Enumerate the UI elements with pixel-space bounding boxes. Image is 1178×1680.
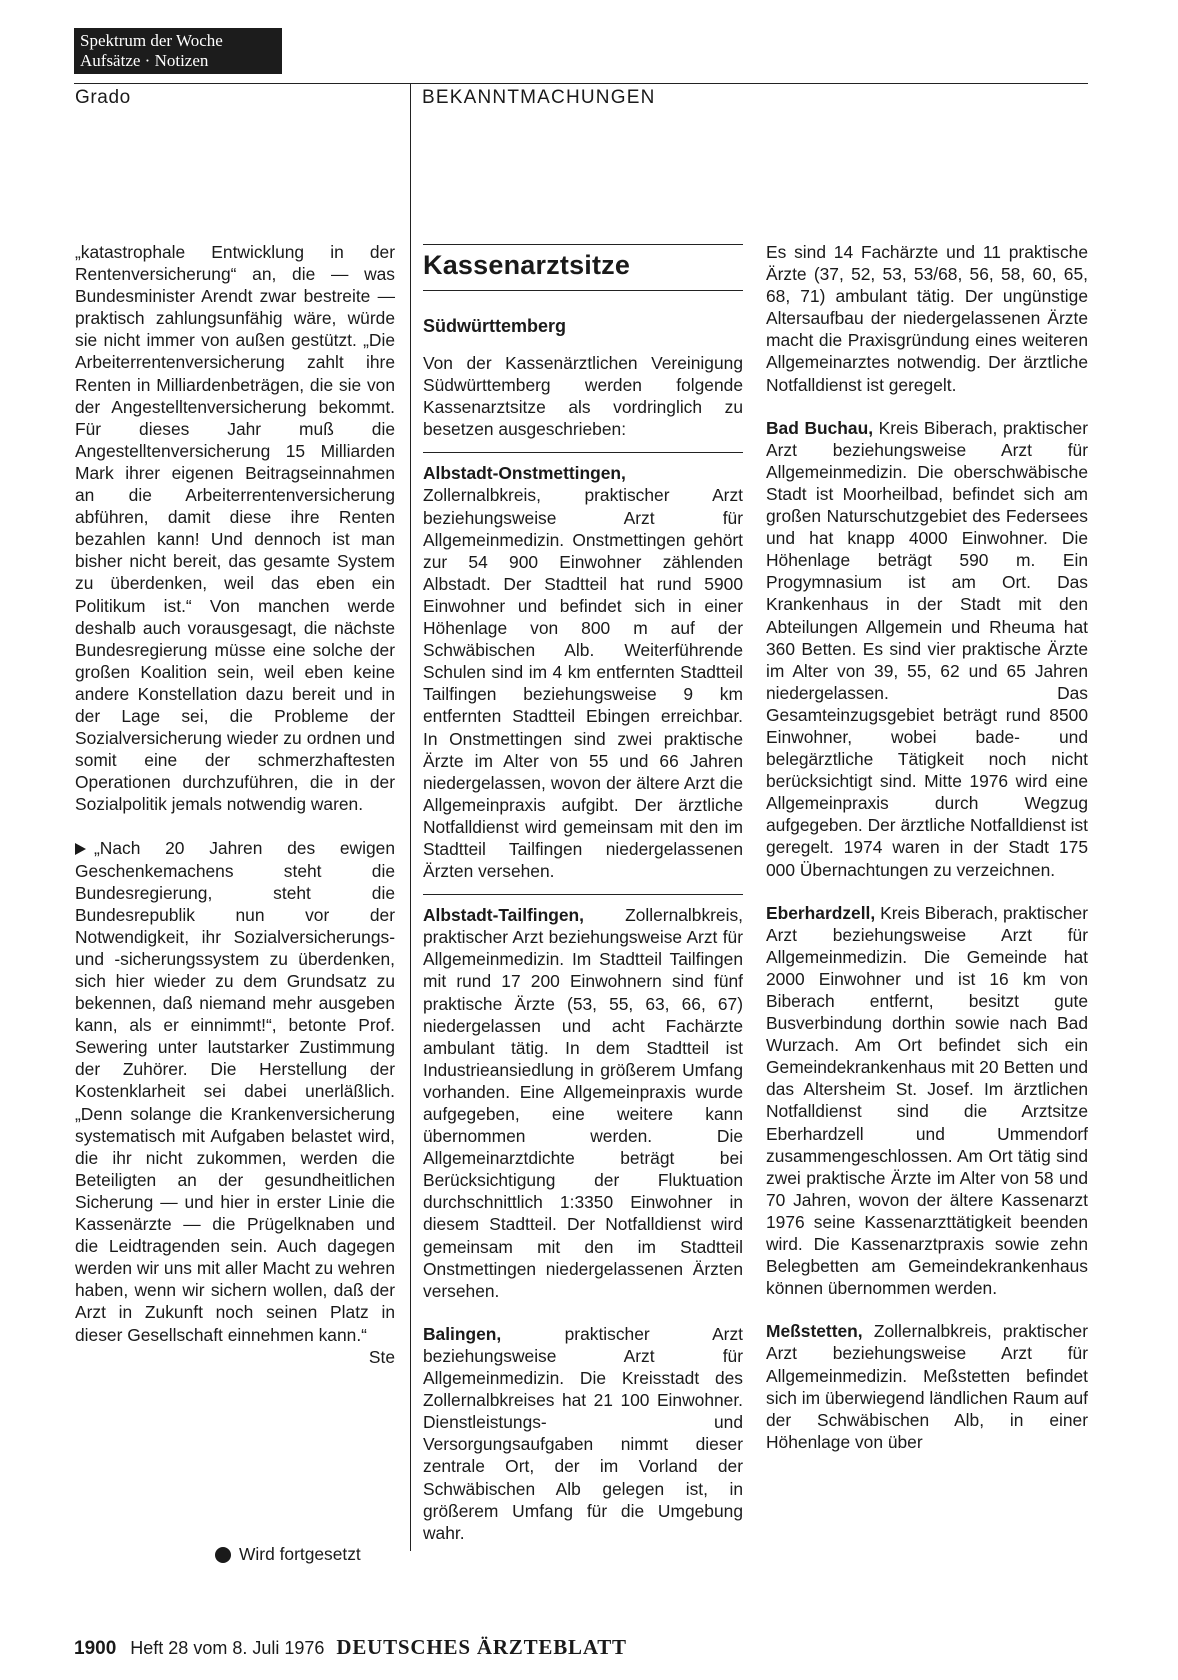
badge-line-1: Spektrum der Woche	[80, 31, 223, 50]
entry-divider	[423, 452, 743, 453]
section-label-left: Grado	[75, 87, 131, 108]
entry-text: Zollernalbkreis, praktischer Arzt beziehungsweise Arzt für Allgemeinmedizin. Onstmettingen gehört zur 54 900 Einwohner zählenden Albstadt. Der Stadtteil hat rund 5900 Einwohner und befindet sich in einer Höhenlage von 800 m auf der Schwäbischen Alb. Weiterführende Schulen sind im 4 km entfernten Stadtteil Tailfingen beziehungsweise 9 km entfernten Stadtteil Ebingen erreichbar. In Onstmettingen sind zwei praktische Ärzte im Alter von 55 und 66 Jahren niedergelassen, wovon der ältere Arzt die Allgemeinpraxis aufgibt. Der ärztliche Notfalldienst wird gemeinsam mit den im Stadtteil Tailfingen niedergelassenen Ärzten versehen.	[423, 485, 743, 882]
entry-place: Bad Buchau,	[766, 417, 874, 438]
announcement-intro: Von der Kassenärztlichen Vereinigung Südwürttemberg werden folgende Kassenarztsitze als vordringlich zu besetzen ausgeschrieben:	[423, 353, 743, 440]
article-paragraph-2-text: „Nach 20 Jahren des ewigen Geschenkemachens steht die Bundesregierung, steht die Bundesrepublik nun vor der Notwendigkeit, ihr Sozialversicherungs- und -sicherungssystem zu überdenken, sich hier wieder zu dem Grundsatz zu bekennen, daß niemand mehr ausgeben kann, als er einnimmt!“, betonte Prof. Sewering unter lautstarker Zustimmung der Zuhörer. Die Herstellung der Kostenklarheit sei dabei unerläßlich. „Denn solange die Krankenversicherung systematisch mit Aufgaben belastet wird, die ihr nicht zukommen, werden die Beteiligten an der gesundheitlichen Sicherung — und hier in erster Linie die Kassenärzte — die Prügelknaben und die Leidtragenden sein. Auch dagegen werden wir uns mit aller Macht zu wehren haben, wenn wir sichern wollen, daß der Arzt in Zukunft noch seinen Platz in dieser Gesellschaft einnehmen kann.“	[75, 838, 395, 1345]
author-signoff	[75, 1346, 395, 1368]
entry-bad-buchau	[766, 417, 1088, 881]
article-paragraph-1: „katastrophale Entwicklung in der Rentenversicherung“ an, die — was Bundesminister Arendt zwar bestreite — praktisch zahlungsunfähig wäre, würde sie nicht immer von außen gestützt. „Die Arbeiterrentenversicherung zahlt ihre Renten in Milliardenbeträgen, die sie von der Angestelltenversicherung bekommt. Für dieses Jahr muß die Angestelltenversicherung 15 Milliarden Mark ihrer eigenen Beitragseinnahmen an die Arbeiterrentenversicherung abführen, damit diese ihre Renten bezahlen kann! Und dennoch ist man bisher nicht bereit, das gesamte System zu überdenken, weil das eben ein Politikum ist.“ Von manchen werde deshalb auch vorausgesagt, die nächste Bundesregierung müsse eine solche der großen Koalition sein, weil eben keine andere Konstellation dazu bereit und in der Lage sei, die Probleme der Sozialversicherung wieder zu ordnen und somit eine der schmerzhaftesten Operationen durchzuführen, die in der Sozialpolitik jemals notwendig waren.	[75, 242, 395, 815]
entry-text: praktischer Arzt beziehungsweise Arzt für Allgemeinmedizin. Die Kreisstadt des Zollernalbkreises hat 21 100 Einwohner. Dienstleistungs- und Versorgungsaufgaben nimmt dieser zentrale Ort, der im Vorland der Schwäbischen Alb gelegen ist, in größerem Umfang für die Umgebung wahr.	[423, 1323, 743, 1543]
page-footer	[74, 1635, 627, 1660]
header-rule	[74, 83, 1088, 84]
section-label-right: BEKANNTMACHUNGEN	[422, 87, 656, 108]
entry-eberhardzell	[766, 902, 1088, 1300]
filled-circle-icon	[215, 1547, 231, 1563]
section-badge	[74, 28, 282, 74]
entry-place: Balingen,	[423, 1323, 502, 1344]
balingen-continuation: Es sind 14 Fachärzte und 11 praktische Ärzte (37, 52, 53, 53/68, 56, 58, 60, 65, 68, 71) ambulant tätig. Der ungünstige Altersaufbau der niedergelassenen Ärzte macht die Praxisgründung eines weiteren Allgemeinarztes notwendig. Der ärztliche Notfalldienst ist geregelt.	[766, 242, 1088, 395]
entry-place: Eberhardzell,	[766, 902, 876, 923]
announcement-column-middle	[423, 352, 743, 1565]
entry-place: Albstadt-Tailfingen,	[423, 905, 585, 926]
entry-text: Kreis Biberach, praktischer Arzt beziehungsweise Arzt für Allgemeinmedizin. Die oberschwäbische Stadt ist Moorheilbad, befindet sich am großen Naturschutzgebiet des Federsees und hat knapp 4000 Einwohner. Die Höhenlage beträgt 590 m. Ein Progymnasium ist am Ort. Das Krankenhaus in der Stadt mit den Abteilungen Allgemein und Rheuma hat 360 Betten. Es sind vier praktische Ärzte im Alter von 39, 55, 62 und 65 Jahren niedergelassen. Das Gesamteinzugsgebiet beträgt rund 8500 Einwohner, wobei bade- und belegärztliche Tätigkeit noch nicht berücksichtigt sind. Mitte 1976 wird eine Allgemeinpraxis durch Wegzug aufgegeben. Der ärztliche Notfalldienst ist geregelt. 1974 waren in der Stadt 175 000 Übernachtungen zu verzeichnen.	[766, 417, 1088, 880]
issue-info: Heft 28 vom 8. Juli 1976	[130, 1638, 325, 1658]
entry-divider	[423, 894, 743, 895]
column-divider	[410, 83, 411, 1551]
announcement-column-right	[766, 241, 1088, 1474]
author-initials: Ste	[368, 1346, 395, 1367]
article-paragraph-2	[75, 837, 395, 1345]
article-column-left	[75, 241, 395, 1368]
entry-text: Zollernalbkreis, praktischer Arzt beziehungsweise Arzt für Allgemeinmedizin. Meßstetten befindet sich im überwiegend ländlichen Raum auf der Schwäbischen Alb, in einer Höhenlage von über	[766, 1321, 1088, 1452]
triangle-right-icon	[75, 843, 86, 855]
badge-line-2: Aufsätze · Notizen	[80, 51, 209, 70]
entry-place: Meßstetten,	[766, 1321, 863, 1342]
entry-albstadt-tailfingen	[423, 904, 743, 1302]
page-number: 1900	[74, 1638, 117, 1659]
region-heading: Südwürttemberg	[423, 316, 567, 336]
entry-balingen	[423, 1323, 743, 1544]
entry-messstetten	[766, 1320, 1088, 1453]
title-rule-bottom	[423, 290, 743, 291]
entry-place: Albstadt-Onstmettingen,	[423, 463, 626, 484]
entry-text: Kreis Biberach, praktischer Arzt beziehungsweise Arzt für Allgemeinmedizin. Die Gemeinde hat 2000 Einwohner und ist 16 km von Biberach entfernt, besitzt gute Busverbindung dorthin sowie nach Bad Wurzach. Am Ort befindet sich ein Gemeindekrankenhaus mit 20 Betten und das Altersheim St. Josef. Im ärztlichen Notfalldienst sind die Arztsitze Eberhardzell und Ummendorf zusammengeschlossen. Am Ort tätig sind zwei praktische Ärzte im Alter von 58 und 70 Jahren, wovon der ältere Kassenarzt 1976 seine Kassenarzttätigkeit beenden wird. Die Kassenarztpraxis sowie zehn Belegbetten am Gemeindekrankenhaus können übernommen werden.	[766, 902, 1088, 1299]
entry-albstadt-onstmettingen	[423, 462, 743, 882]
title-rule-top	[423, 244, 743, 245]
continued-label: Wird fortgesetzt	[239, 1544, 361, 1564]
continued-note	[215, 1544, 361, 1565]
journal-name: DEUTSCHES ÄRZTEBLATT	[336, 1635, 627, 1659]
entry-text: Zollernalbkreis, praktischer Arzt beziehungsweise Arzt für Allgemeinmedizin. Im Stadtteil Tailfingen mit rund 17 200 Einwohnern sind fünf praktische Ärzte (53, 55, 63, 66, 67) niedergelassen und acht Fachärzte ambulant tätig. In dem Stadtteil ist Industrieansiedlung in größerem Umfang vorhanden. Eine Allgemeinpraxis wurde aufgegeben, eine weitere kann übernommen werden. Die Allgemeinarztdichte beträgt bei Berücksichtigung der Fluktuation durchschnittlich 1:3350 Einwohner in diesem Stadtteil. Der Notfalldienst wird gemeinsam mit den im Stadtteil Onstmettingen niedergelassenen Ärzten versehen.	[423, 905, 743, 1301]
announcement-title: Kassenarztsitze	[423, 250, 631, 280]
